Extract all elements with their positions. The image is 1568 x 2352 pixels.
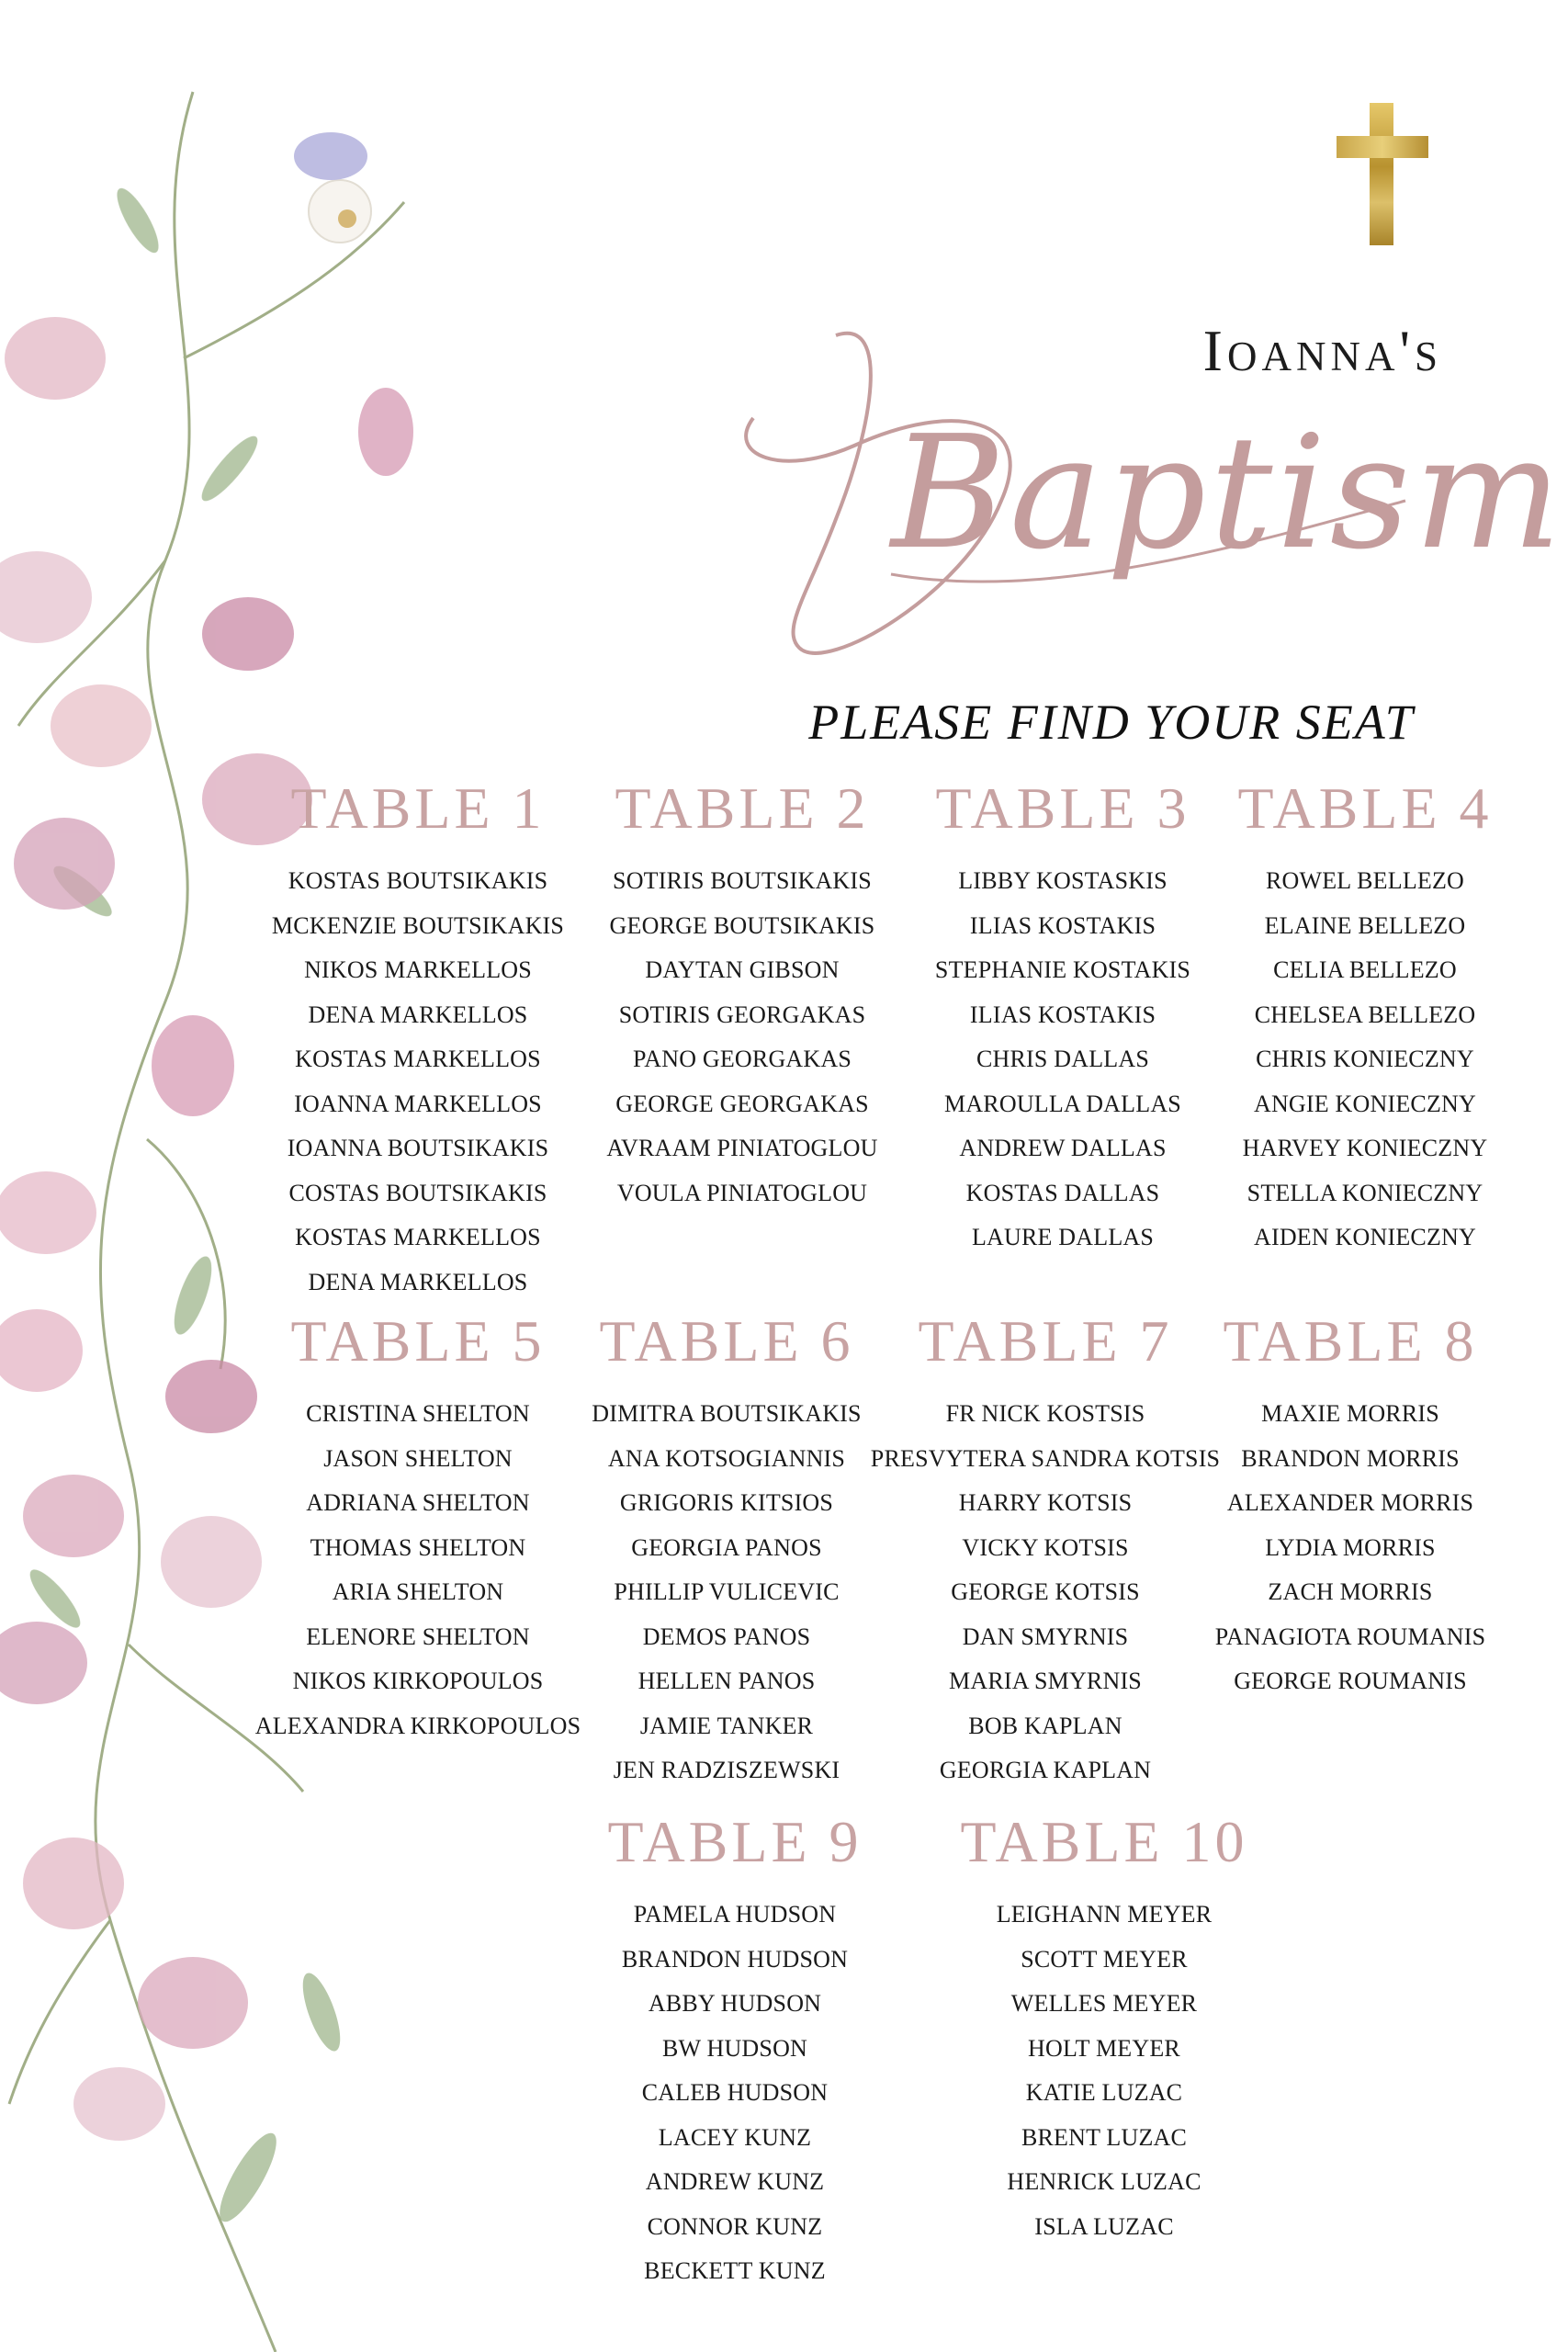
guest-name: MAXIE MORRIS [1261, 1400, 1439, 1427]
table-6 [543, 1309, 910, 1793]
guest-name: BOB KAPLAN [968, 1712, 1122, 1739]
guest-name: BRANDON HUDSON [621, 1945, 849, 1973]
guest-name: ANDREW KUNZ [645, 2168, 825, 2195]
guest-name: JEN RADZISZEWSKI [613, 1757, 840, 1783]
guest-name: WELLES MEYER [1010, 1990, 1198, 2017]
guest-name: THOMAS SHELTON [310, 1533, 526, 1561]
guest-name: GEORGE BOUTSIKAKIS [609, 911, 875, 939]
guest-name: HARRY KOTSIS [958, 1489, 1133, 1516]
table-9 [551, 1810, 919, 2294]
guest-name: ROWEL BELLEZO [1265, 867, 1465, 894]
guest-name: KATIE LUZAC [1025, 2079, 1183, 2106]
guest-name: ANA KOTSOGIANNIS [607, 1444, 846, 1472]
guest-name: MAROULLA DALLAS [944, 1090, 1181, 1117]
guest-name: DAYTAN GIBSON [645, 956, 840, 983]
gold-cross-icon [1337, 103, 1428, 245]
guest-name: BW HUDSON [661, 2034, 808, 2062]
guest-name: AVRAAM PINIATOGLOU [606, 1135, 878, 1161]
guest-list [234, 859, 602, 1305]
guest-name: STEPHANIE KOSTAKIS [934, 956, 1191, 983]
guest-name: GEORGE KOTSIS [951, 1578, 1140, 1605]
guest-name: GEORGE ROUMANIS [1234, 1668, 1467, 1694]
guest-list [1181, 859, 1549, 1261]
guest-name: CHRIS DALLAS [976, 1046, 1150, 1072]
guest-name: GEORGIA PANOS [631, 1533, 822, 1561]
guest-name: LYDIA MORRIS [1265, 1533, 1436, 1561]
guest-name: ILIAS KOSTAKIS [969, 911, 1156, 939]
guest-name: KOSTAS MARKELLOS [295, 1046, 541, 1072]
event-title: Baptism [891, 402, 1566, 584]
guest-name: DEMOS PANOS [642, 1623, 811, 1650]
guest-name: JAMIE TANKER [639, 1712, 814, 1739]
guest-name: GRIGORIS KITSIOS [619, 1489, 834, 1516]
guest-name: LACEY KUNZ [658, 2123, 812, 2151]
table-heading: TABLE 9 [607, 1809, 863, 1874]
guest-name: HOLT MEYER [1028, 2034, 1180, 2062]
guest-name: LAURE DALLAS [971, 1224, 1155, 1250]
table-heading: TABLE 10 [960, 1809, 1248, 1874]
guest-name: HELLEN PANOS [637, 1668, 816, 1694]
guest-name: IOANNA MARKELLOS [294, 1090, 542, 1117]
guest-name: ANGIE KONIECZNY [1253, 1090, 1476, 1117]
guest-name: SOTIRIS BOUTSIKAKIS [613, 867, 872, 894]
guest-name: GEORGE GEORGAKAS [615, 1090, 869, 1117]
guest-name: PANO GEORGAKAS [632, 1046, 852, 1072]
guest-name: PAMELA HUDSON [633, 1901, 837, 1928]
guest-name: VOULA PINIATOGLOU [616, 1179, 868, 1206]
guest-name: DENA MARKELLOS [308, 1001, 528, 1028]
table-heading: TABLE 2 [615, 775, 870, 841]
guest-name: FR NICK KOSTSIS [945, 1400, 1145, 1427]
guest-name: COSTAS BOUTSIKAKIS [288, 1179, 547, 1206]
guest-name: ARIA SHELTON [332, 1578, 504, 1605]
table-heading: TABLE 7 [918, 1308, 1173, 1374]
honoree-name: Ioanna's [1202, 318, 1442, 383]
guest-name: HARVEY KONIECZNY [1242, 1135, 1488, 1161]
guest-name: AIDEN KONIECZNY [1253, 1224, 1476, 1250]
guest-list [558, 859, 926, 1216]
table-2 [558, 776, 926, 1216]
guest-name: DENA MARKELLOS [308, 1268, 528, 1295]
guest-name: MARIA SMYRNIS [949, 1668, 1142, 1694]
guest-name: STELLA KONIECZNY [1247, 1179, 1483, 1206]
guest-name: ELAINE BELLEZO [1264, 911, 1466, 939]
guest-name: ALEXANDRA KIRKOPOULOS [254, 1712, 581, 1739]
table-heading: TABLE 3 [935, 775, 1190, 841]
guest-name: DAN SMYRNIS [962, 1623, 1129, 1650]
table-1 [234, 776, 602, 1305]
guest-name: CHRIS KONIECZNY [1256, 1046, 1474, 1072]
guest-name: KOSTAS DALLAS [965, 1179, 1160, 1206]
guest-name: ALEXANDER MORRIS [1226, 1489, 1474, 1516]
guest-name: LIBBY KOSTASKIS [958, 867, 1168, 894]
guest-name: BRENT LUZAC [1021, 2123, 1188, 2151]
guest-name: ANDREW DALLAS [959, 1135, 1167, 1161]
guest-name: MCKENZIE BOUTSIKAKIS [271, 911, 565, 939]
guest-name: CHELSEA BELLEZO [1254, 1001, 1476, 1028]
table-10 [920, 1810, 1288, 2249]
guest-name: PHILLIP VULICEVIC [614, 1578, 840, 1605]
guest-name: KOSTAS MARKELLOS [295, 1224, 541, 1250]
guest-name: VICKY KOTSIS [962, 1533, 1129, 1561]
table-heading: TABLE 1 [290, 775, 546, 841]
guest-name: PANAGIOTA ROUMANIS [1214, 1623, 1486, 1650]
guest-list [920, 1893, 1288, 2249]
guest-name: CELIA BELLEZO [1273, 956, 1457, 983]
guest-name: GEORGIA KAPLAN [939, 1757, 1152, 1783]
guest-name: DIMITRA BOUTSIKAKIS [592, 1400, 862, 1427]
guest-list [551, 1893, 919, 2294]
guest-name: ISLA LUZAC [1034, 2212, 1174, 2240]
guest-name: CONNOR KUNZ [647, 2212, 823, 2240]
guest-name: ADRIANA SHELTON [306, 1489, 530, 1516]
guest-name: ZACH MORRIS [1268, 1578, 1433, 1605]
guest-name: SCOTT MEYER [1021, 1945, 1188, 1973]
guest-name: JASON SHELTON [323, 1444, 513, 1472]
table-4 [1181, 776, 1549, 1261]
table-heading: TABLE 8 [1223, 1308, 1478, 1374]
page-subtitle: PLEASE FIND YOUR SEAT [808, 695, 1415, 750]
table-heading: TABLE 5 [290, 1308, 546, 1374]
guest-name: BECKETT KUNZ [644, 2257, 826, 2284]
guest-name: CRISTINA SHELTON [306, 1400, 530, 1427]
guest-name: CALEB HUDSON [641, 2079, 829, 2106]
table-8 [1167, 1309, 1534, 1704]
table-heading: TABLE 6 [599, 1308, 854, 1374]
guest-name: LEIGHANN MEYER [996, 1901, 1213, 1928]
guest-name: KOSTAS BOUTSIKAKIS [288, 867, 548, 894]
guest-name: ABBY HUDSON [648, 1990, 822, 2017]
guest-name: ILIAS KOSTAKIS [969, 1001, 1156, 1028]
guest-list [543, 1392, 910, 1793]
guest-name: SOTIRIS GEORGAKAS [618, 1001, 866, 1028]
guest-name: BRANDON MORRIS [1241, 1444, 1460, 1472]
guest-name: NIKOS MARKELLOS [304, 956, 532, 983]
guest-name: PRESVYTERA SANDRA KOTSIS [870, 1444, 1221, 1472]
guest-name: HENRICK LUZAC [1007, 2168, 1201, 2195]
table-heading: TABLE 4 [1237, 775, 1493, 841]
guest-name: ELENORE SHELTON [306, 1623, 530, 1650]
guest-name: IOANNA BOUTSIKAKIS [287, 1135, 549, 1161]
guest-name: NIKOS KIRKOPOULOS [292, 1668, 544, 1694]
guest-list [1167, 1392, 1534, 1704]
